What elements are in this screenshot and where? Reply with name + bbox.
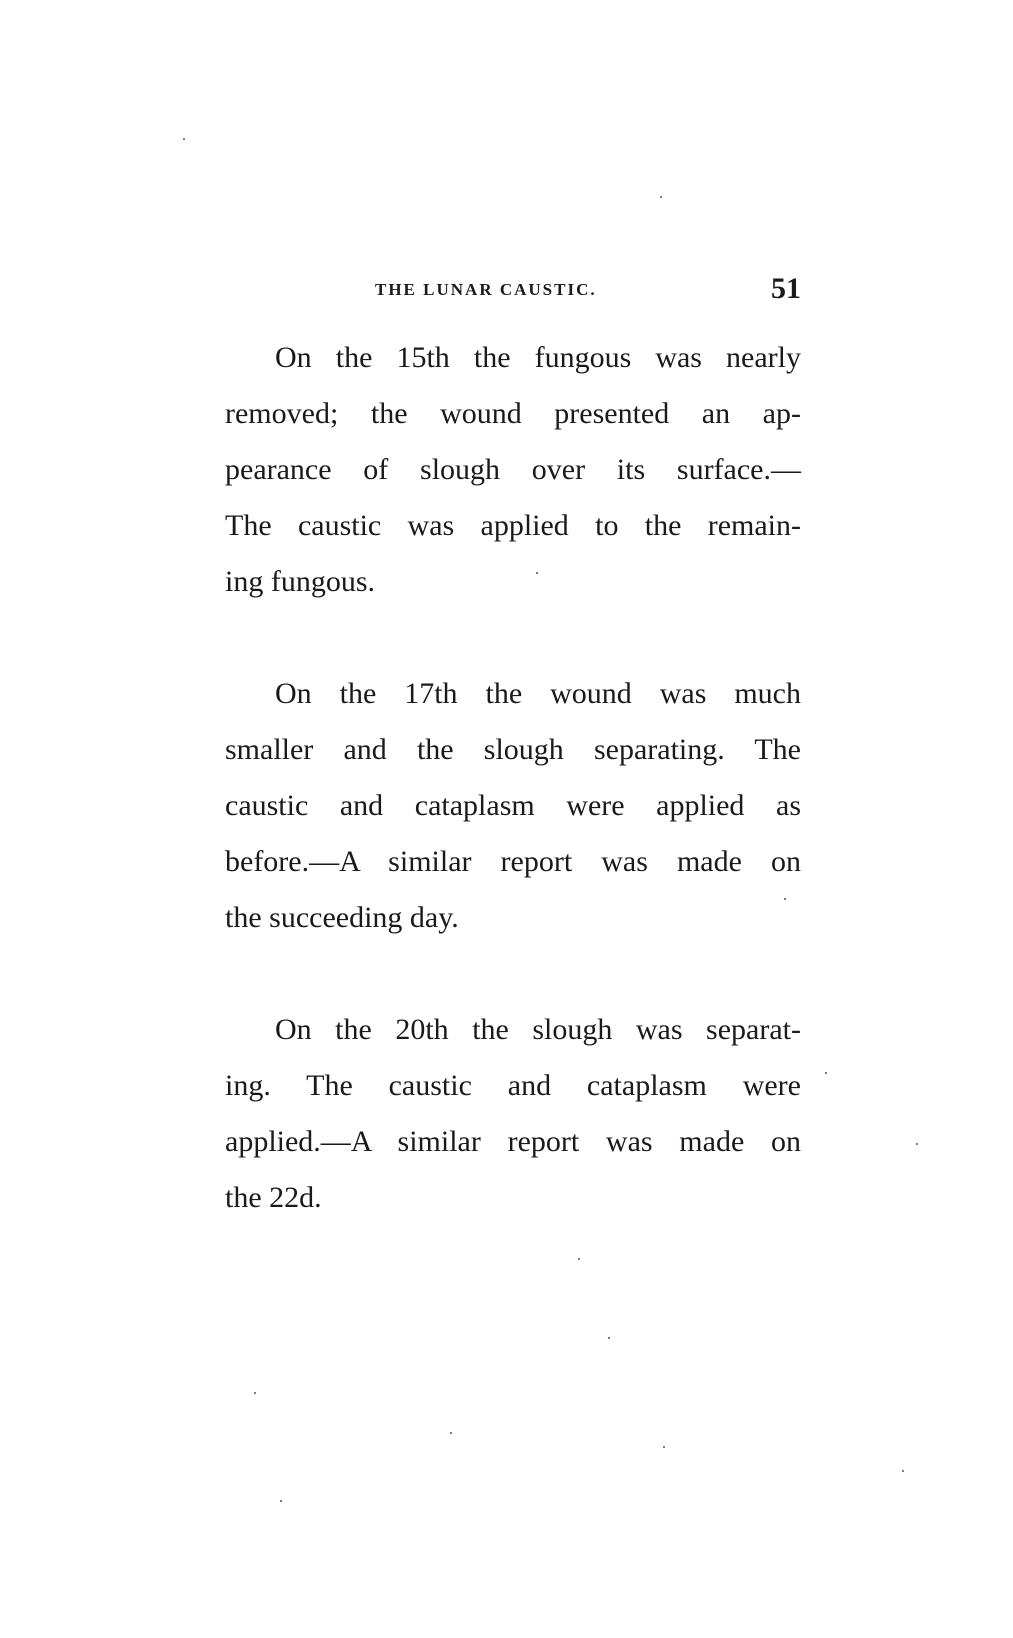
scan-speck xyxy=(608,1337,610,1339)
paragraph-17th xyxy=(225,666,801,946)
scan-speck xyxy=(902,1470,904,1472)
text-line: applied.—A similar report was made on xyxy=(225,1125,801,1158)
text-line: before.—A similar report was made on xyxy=(225,845,801,878)
text-line: On the 15th the fungous was nearly xyxy=(275,341,801,374)
scan-speck xyxy=(825,1072,827,1074)
scan-speck xyxy=(254,1392,256,1394)
scan-speck xyxy=(916,1143,918,1145)
scan-speck xyxy=(578,1258,580,1260)
page-header xyxy=(225,272,801,312)
text-line: smaller and the slough separating. The xyxy=(225,733,801,766)
page-number: 51 xyxy=(771,272,801,305)
scan-speck xyxy=(660,196,662,198)
text-line: ing. The caustic and cataplasm were xyxy=(225,1069,801,1102)
text-line: the succeeding day. xyxy=(225,901,459,934)
text-line: caustic and cataplasm were applied as xyxy=(225,789,801,822)
paragraph-20th xyxy=(225,1002,801,1226)
scan-speck xyxy=(450,1432,452,1434)
text-line: removed; the wound presented an ap- xyxy=(225,397,801,430)
text-line: the 22d. xyxy=(225,1181,322,1214)
text-line: On the 17th the wound was much xyxy=(275,677,801,710)
text-line: On the 20th the slough was separat- xyxy=(275,1013,801,1046)
scan-speck xyxy=(784,898,786,900)
running-title: THE LUNAR CAUSTIC. xyxy=(375,280,597,299)
text-line: pearance of slough over its surface.— xyxy=(225,453,801,486)
scan-speck xyxy=(280,1500,282,1502)
text-line: ing fungous. xyxy=(225,565,375,598)
body-text xyxy=(225,330,801,1226)
scan-speck xyxy=(536,572,538,574)
paragraph-15th xyxy=(225,330,801,610)
text-line: The caustic was applied to the remain- xyxy=(225,509,801,542)
scan-speck xyxy=(663,1446,665,1448)
scan-speck xyxy=(183,138,185,140)
